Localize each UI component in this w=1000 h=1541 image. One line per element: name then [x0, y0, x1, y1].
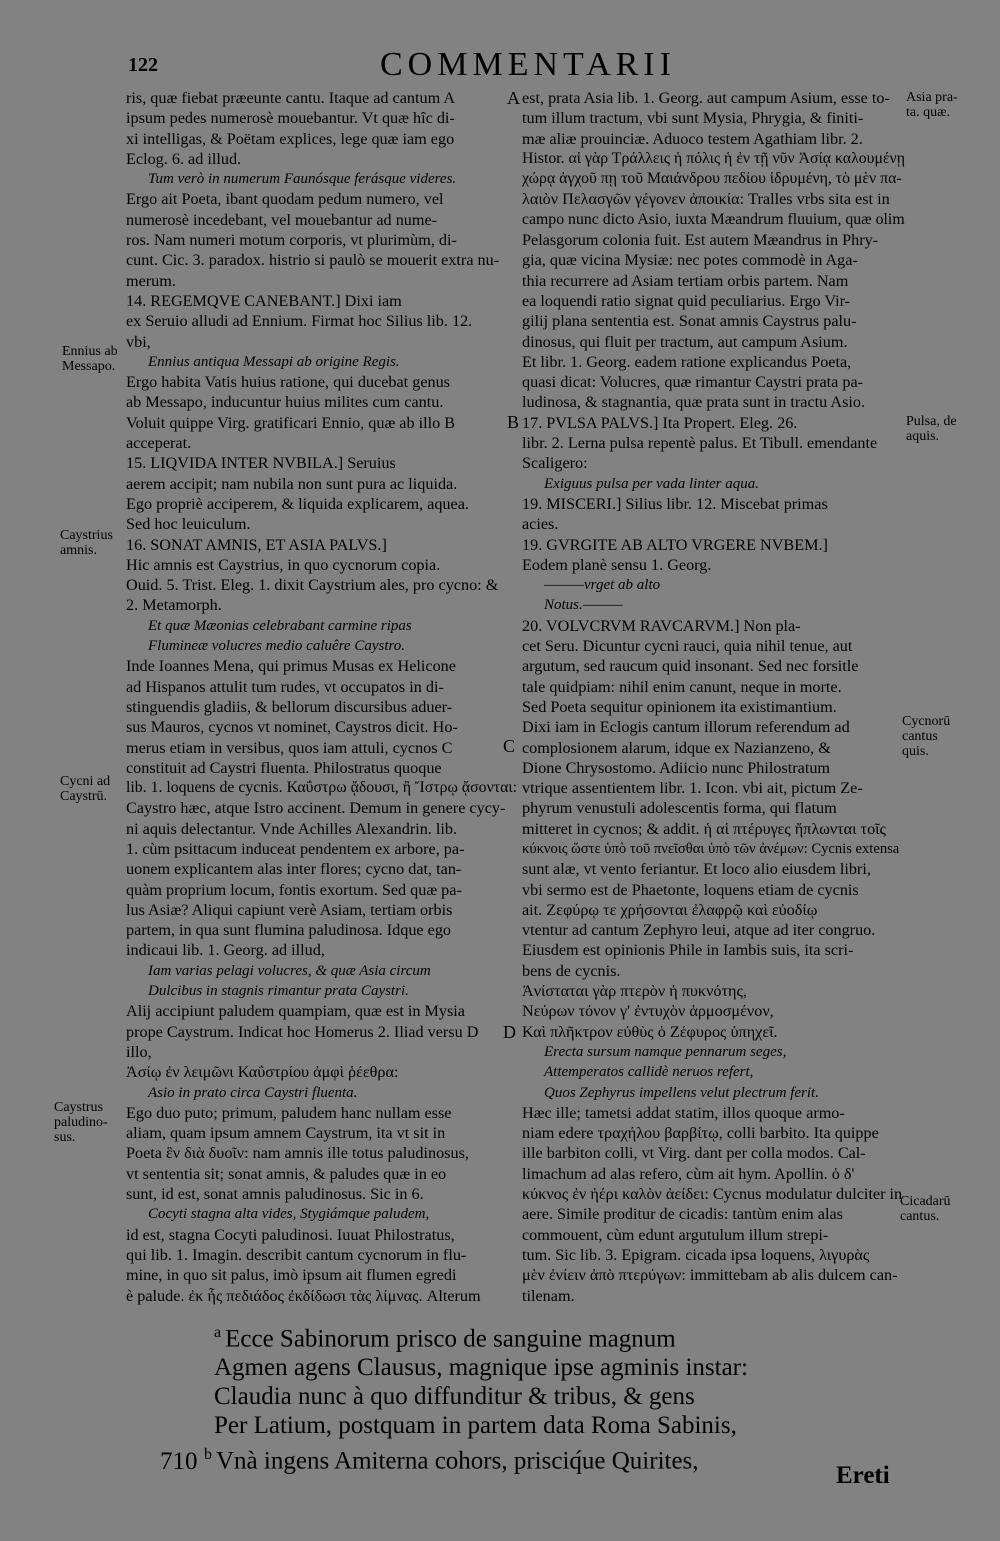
text-line: acceperat. — [126, 434, 192, 453]
text-line: ni aquis delectantur. Vnde Achilles Alexandrin. lib. — [126, 819, 458, 838]
text-line: id est, stagna Cocyti paludinosi. Iuuat Philostratus, — [126, 1225, 455, 1244]
text-line: vbi sermo est de Phaetonte, loquens etiam de cycnis — [522, 880, 859, 899]
text-line: sunt, id est, sonat amnis paludinosus. Sic in 6. — [126, 1185, 424, 1204]
text-line: Poeta ἓν διὰ δυοῖν: nam amnis ille totus paludinosus, — [126, 1144, 469, 1163]
text-line: Pelasgorum colonia fuit. Est autem Mæandrus in Phry- — [522, 231, 879, 250]
text-line: Ennius antiqua Messapi ab origine Regis. — [148, 353, 400, 370]
text-line: gilij plana sententia est. Sonat amnis Caystrus palu- — [522, 312, 857, 331]
text-line: Inde Ioannes Mena, qui primus Musas ex Helicone — [126, 657, 456, 676]
text-line: μὲν ἐνίειν ἀπὸ πτερύγων: immittebam ab alis dulcem can- — [522, 1266, 898, 1285]
margin-note-cicadarum: Cicadarū cantus. — [900, 1194, 951, 1224]
text-line: Dulcibus in stagnis rimantur prata Caystri. — [148, 983, 409, 1000]
text-line: ait. Ζεφύρῳ τε χρήσονται ἐλαφρῷ καὶ εὐοδίῳ — [522, 900, 818, 919]
text-line: libr. 2. Lerna pulsa repentè palus. Et Tibull. emendante — [522, 434, 878, 453]
text-line: quàm proprium locum, fontis exortum. Sed quæ pa- — [126, 880, 462, 899]
text-line: partem, in qua sunt flumina paludinosa. Idque ego — [126, 921, 452, 940]
catchword: Ereti — [836, 1462, 890, 1489]
margin-note-cycnorum-cantus: Cycnorū cantus quis. — [902, 714, 951, 759]
text-line: mitteret in cycnos; & addit. ἡ αἱ πτέρυγες ἤπλωνται τοῖς — [522, 819, 886, 838]
text-line: Sed Poeta sequitur opinionem ita existimantium. — [522, 697, 837, 716]
verse-block — [160, 1318, 810, 1476]
text-line: cet Seru. Dicuntur cycni rauci, quia nihil tenue, aut — [522, 637, 853, 656]
text-line: Ἀσίῳ ἐν λειμῶνι Καΰστρίου ἀμφὶ ῥέεθρα: — [126, 1063, 399, 1082]
section-letter-b: B — [507, 412, 520, 432]
text-line: tilenam. — [522, 1286, 575, 1305]
text-line: xi intelligas, & Poëtam explices, lege quæ iam ego — [126, 129, 455, 148]
text-line: Notus.——— — [544, 597, 623, 614]
text-line: ex Seruio alludi ad Ennium. Firmat hoc Silius lib. 12. — [126, 312, 473, 331]
text-line: Iam varias pelagi volucres, & quæ Asia circum — [148, 962, 431, 979]
text-line: ab Messapo, inducuntur huius milites cum cantu. — [126, 393, 444, 412]
text-line: Hic amnis est Caystrius, in quo cycnorum copia. — [126, 555, 441, 574]
left-column — [126, 88, 518, 1306]
text-line: ———vrget ab alto — [544, 577, 661, 594]
text-line: Attemperatos callidè neruos refert, — [544, 1064, 754, 1081]
text-line: ea loquendi ratio signat quid peculiarius. Ergo Vir- — [522, 291, 851, 310]
page-number: 122 — [128, 54, 158, 76]
section-letter-d: D — [503, 1022, 516, 1042]
text-line: κύκνοις ὥστε ὑπὸ τοῦ πνεῖσθαι ὑπὸ τῶν ἀνέμων: Cycnis extensa — [522, 840, 900, 857]
text-line: uonem explicantem alas inter flores; cycno dat, tan- — [126, 860, 462, 879]
text-line: Erecta sursum namque pennarum seges, — [544, 1043, 787, 1060]
text-line: merum. — [126, 271, 176, 290]
text-line: ille barbiton colli, vt Virg. dant per colla modos. Cal- — [522, 1144, 866, 1163]
text-line: illo, — [126, 1042, 152, 1061]
margin-note-caystrus-paludinosus: Caystrus paludino- sus. — [54, 1100, 108, 1145]
text-line: κύκνος ἐν ἠέρι καλὸν ἀείδει: Cycnus modulatur dulciter in — [522, 1185, 903, 1204]
text-line: Cocyti stagna alta vides, Stygiámque paludem, — [148, 1206, 430, 1223]
text-line: 15. LIQVIDA INTER NVBILA.] Seruius — [126, 454, 396, 473]
text-line: mæ aliæ prouinciæ. Aduoco testem Agathiam libr. 2. — [522, 129, 863, 148]
text-line: vtrique assentientem libr. 1. Icon. vbi ait, pictum Ze- — [522, 779, 863, 798]
text-line: stinguendis gladiis, & bellorum discursibus aduer- — [126, 697, 453, 716]
text-line: 14. REGEMQVE CANEBANT.] Dixi iam — [126, 291, 402, 310]
text-line: complosionem alarum, idque ex Nazianzeno, & — [522, 738, 831, 757]
margin-note-ennius: Ennius ab Messapo. — [62, 344, 118, 374]
text-line: ris, quæ fiebat præeunte cantu. Itaque ad cantum A — [126, 89, 456, 107]
section-letter-c: C — [503, 736, 516, 756]
text-line: Sed hoc leuiculum. — [126, 515, 251, 534]
text-line: mine, in quo sit palus, imò ipsum ait flumen egredi — [126, 1266, 457, 1285]
text-line: Exiguus pulsa per vada linter aqua. — [544, 475, 759, 492]
text-line: Ἀνίσταται γὰρ πτερὸν ἡ πυκνότης, — [522, 982, 747, 1001]
margin-note-asia-prata: Asia pra- ta. quæ. — [906, 90, 958, 120]
text-line: sus Mauros, cycnos vt nominet, Caystros dicit. Ho- — [126, 718, 458, 737]
text-line: aere. Simile proditur de cicadis: tantùm enim alas — [522, 1205, 843, 1224]
text-line: Ergo habita Vatis huius ratione, qui ducebat genus — [126, 373, 450, 392]
text-line: ludinosa, & stagnantia, quæ prata sunt in tractu Asio. — [522, 393, 866, 412]
text-line: bens de cycnis. — [522, 961, 621, 980]
text-line: Alij accipiunt paludem quampiam, quæ est in Mysia — [126, 1002, 465, 1021]
text-line: Ouid. 5. Trist. Eleg. 1. dixit Caystrium ales, pro cycno: & — [126, 576, 499, 595]
verse-line: Agmen agens Clausus, magnique ipse agminis instar: — [214, 1354, 748, 1382]
text-line: prope Caystrum. Indicat hoc Homerus 2. Iliad versu D — [126, 1022, 479, 1041]
text-line: ipsum pedes numerosè mouebantur. Vt quæ hîc di- — [126, 109, 455, 128]
text-line: ad Hispanos attulit tum rudes, vt occupatos in di- — [126, 677, 444, 696]
margin-note-cycni-ad: Cycni ad Caystrū. — [60, 774, 111, 804]
text-line: ros. Nam numeri motum corporis, vt plurimùm, di- — [126, 231, 457, 250]
text-line: 16. SONAT AMNIS, ET ASIA PALVS.] — [126, 535, 387, 554]
verse-line: $^a$ Ecce Sabinorum prisco de sanguine magnum — [214, 1324, 676, 1353]
text-line: Νεύρων τόνον γ' ἐντυχὸν ἁρμοσμένον, — [522, 1002, 774, 1021]
text-line: est, prata Asia lib. 1. Georg. aut campum Asium, esse to- — [522, 89, 890, 107]
text-line: Dione Chrysostomo. Adiicio nunc Philostratum — [522, 758, 831, 777]
text-line: tale quidpiam: nihil enim canunt, neque in morte. — [522, 677, 842, 696]
text-line: vt sententia sit; sonat amnis, & paludes quæ in eo — [126, 1164, 447, 1183]
verse-line: 710 $^b$ Vnà ingens Amiterna cohors, prisciq́ue Quirites, — [160, 1446, 699, 1475]
text-line: è palude. ἐκ ἧς πεδιάδος ἐκδίδωσι τὰς λίμνας. Alterum — [126, 1286, 481, 1305]
text-line: Voluit quippe Virg. gratificari Ennio, quæ ab illo B — [126, 413, 456, 432]
running-head: COMMENTARII — [380, 46, 676, 83]
text-line: Eclog. 6. ad illud. — [126, 149, 242, 168]
text-line: tum. Sic lib. 3. Epigram. cicada ipsa loquens, λιγυρὰς — [522, 1245, 870, 1264]
text-line: Caystro hæc, atque Istro accinent. Demum in genere cycy- — [126, 799, 506, 818]
verse-line: Claudia nunc à quo diffunditur & tribus, & gens — [214, 1383, 695, 1411]
text-line: vbi, — [126, 332, 151, 351]
text-line: limachum ad alas refero, cùm ait hym. Apollin. ὁ δ' — [522, 1164, 855, 1183]
text-line: Ego duo puto; primum, paludem hanc nullam esse — [126, 1103, 452, 1122]
text-line: Ego propriè acciperem, & liquida explicarem, aquea. — [126, 494, 469, 513]
text-line: Et quæ Mæonias celebrabant carmine ripas — [148, 617, 412, 634]
text-line: Ergo ait Poeta, ibant quodam pedum numero, vel — [126, 190, 444, 209]
right-column — [522, 88, 906, 1306]
verse-line-number: 710 — [160, 1447, 198, 1475]
text-line: Et libr. 1. Georg. eadem ratione explicandus Poeta, — [522, 352, 852, 371]
text-line: campo nunc dicto Asio, iuxta Mæandrum fluuium, quæ olim — [522, 210, 905, 228]
text-line: sunt alæ, vt vento feriantur. Et loco alio eiusdem libri, — [522, 860, 871, 879]
text-line: Quos Zephyrus impellens velut plectrum ferit. — [544, 1084, 819, 1101]
text-line: indicaui lib. 1. Georg. ad illud, — [126, 941, 325, 960]
text-line: tum illum tractum, vbi sunt Mysia, Phrygia, & finiti- — [522, 109, 864, 128]
text-line: aerem accipit; nam nubila non sunt pura ac liquida. — [126, 474, 458, 493]
text-line: gia, quæ vicina Mysiæ: nec potes commodè in Aga- — [522, 251, 858, 270]
text-line: phyrum venustuli adolescentis forma, qui flatum — [522, 799, 837, 818]
text-line: commouent, cùm edunt argutulum illum strepi- — [522, 1225, 829, 1244]
text-line: λαιὸν Πελασγῶν γέγονεν ἀποικία: Tralles vrbs sita est in — [522, 190, 890, 209]
text-line: constituit ad Caystri fluenta. Philostratus quoque — [126, 758, 442, 777]
text-line: lus Asiæ? Aliqui capiunt verè Asiam, tertiam orbis — [126, 900, 453, 919]
text-line: qui lib. 1. Imagin. describit cantum cycnorum in flu- — [126, 1245, 467, 1264]
text-line: quasi dicat: Volucres, quæ rimantur Caystri prata pa- — [522, 373, 864, 392]
text-line: Dixi iam in Eclogis cantum illorum referendum ad — [522, 718, 850, 737]
text-line: aliam, quam ipsum amnem Caystrum, ita vt sit in — [126, 1124, 446, 1143]
text-line: 1. cùm psittacum induceat pendentem ex arbore, pa- — [126, 839, 465, 858]
text-line: 2. Metamorph. — [126, 596, 222, 615]
text-line: thia recurrere ad Asiam tertiam orbis partem. Nam — [522, 271, 849, 290]
margin-note-pulsa: Pulsa, de aquis. — [906, 414, 957, 444]
section-letter-a: A — [507, 88, 520, 108]
text-line: merus etiam in versibus, quos iam attuli, cycnos C — [126, 738, 453, 757]
text-line: Flumineæ volucres medio caluêre Caystro. — [148, 638, 406, 655]
text-line: χώρᾳ ἀγχοῦ πῃ τοῦ Μαιάνδρου πεδίου ἱδρυμένη, τὸ μὲν πα- — [522, 170, 902, 188]
text-line: lib. 1. loquens de cycnis. Καΰστρω ᾄδουσι, ἢ Ἴστρῳ ᾄσονται: — [126, 779, 517, 797]
text-line: 17. PVLSA PALVS.] Ita Propert. Eleg. 26. — [522, 413, 798, 432]
text-line: argutum, sed raucum quid insonant. Sed nec forsitle — [522, 657, 859, 676]
text-line: dinosus, qui fluit per tractum, aut campum Asium. — [522, 332, 848, 351]
verse-line: Per Latium, postquam in partem data Roma Sabinis, — [214, 1412, 737, 1440]
text-line: acies. — [522, 515, 559, 534]
text-line: Hæc ille; tametsi addat statim, illos quoque armo- — [522, 1103, 845, 1122]
text-line: Eodem planè sensu 1. Georg. — [522, 555, 712, 574]
text-line: Scaligero: — [522, 454, 588, 473]
text-line: 19. MISCERI.] Silius libr. 12. Miscebat primas — [522, 494, 828, 513]
text-line: vtentur ad cantum Zephyro leui, atque ad iter congruo. — [522, 921, 876, 940]
margin-note-caystrius: Caystrius amnis. — [60, 528, 113, 558]
text-line: cunt. Cic. 3. paradox. histrio si paulò se mouerit extra nu- — [126, 251, 500, 270]
text-line: 20. VOLVCRVM RAVCARVM.] Non pla- — [522, 616, 801, 635]
text-line: Tum verò in numerum Faunósque ferásque videres. — [148, 171, 457, 188]
text-line: numerosè incedebant, vel mouebantur ad nume- — [126, 210, 438, 229]
text-line: 19. GVRGITE AB ALTO VRGERE NVBEM.] — [522, 535, 828, 554]
text-line: Καὶ πλῆκτρον εὐθὺς ὁ Ζέφυρος ὑπηχεῖ. — [522, 1022, 778, 1041]
text-line: Histor. αἱ γὰρ Τράλλεις ἡ πόλις ἡ ἐν τῇ νῦν Ἀσίᾳ καλουμένῃ — [522, 149, 905, 167]
text-line: niam edere τραχήλου βαρβίτῳ, colli barbito. Ita quippe — [522, 1124, 879, 1143]
text-line: Eiusdem est opinionis Phile in Iambis suis, ita scri- — [522, 941, 854, 960]
text-line: Asio in prato circa Caystri fluenta. — [148, 1084, 358, 1101]
